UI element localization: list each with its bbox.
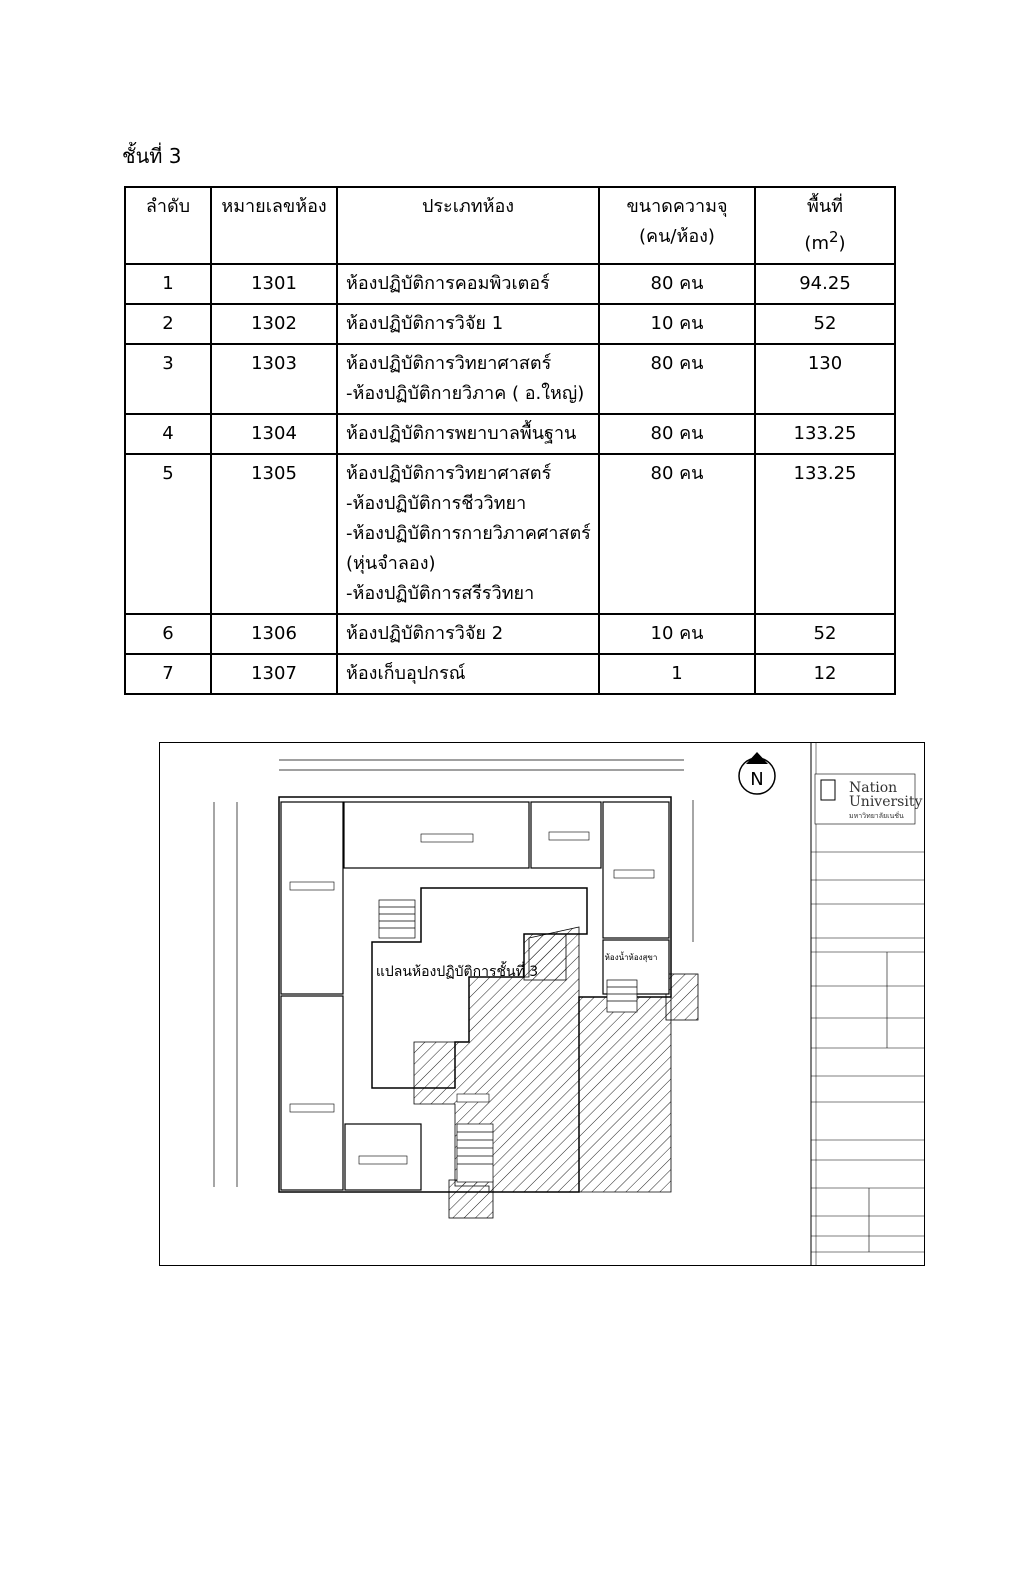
cell-no: 4 [125, 414, 211, 454]
toilet-label: ห้องน้ำห้องสุขา [604, 953, 658, 962]
table-row [125, 414, 895, 454]
cell-room-no: 1306 [211, 614, 337, 654]
table-row [125, 264, 895, 304]
cell-room-type [337, 304, 599, 344]
stair-east [607, 980, 637, 1012]
room-type-line: -ห้องปฏิบัติการสรีรวิทยา [346, 583, 535, 604]
room-1305 [281, 996, 343, 1190]
stair-south [457, 1124, 493, 1182]
north-label: N [750, 769, 764, 790]
cell-capacity: 10 คน [599, 614, 755, 654]
plan-title: แปลนห้องปฏิบัติการชั้นที่ 3 [375, 964, 539, 980]
cell-capacity: 1 [599, 654, 755, 694]
cell-no: 7 [125, 654, 211, 694]
room-type-line: -ห้องปฏิบัติการชีววิทยา [346, 493, 527, 514]
cell-area: 130 [755, 344, 895, 414]
cell-no: 6 [125, 614, 211, 654]
cell-room-type [337, 344, 599, 414]
header-capacity-line2: (คน/ห้อง) [639, 226, 715, 247]
floor-plan-svg [159, 742, 925, 1266]
cell-room-type [337, 654, 599, 694]
table-header-row [125, 187, 895, 264]
room-type-line: ห้องปฏิบัติการวิจัย 1 [346, 313, 504, 334]
cell-room-no: 1307 [211, 654, 337, 694]
room-type-line: ห้องปฏิบัติการคอมพิวเตอร์ [346, 273, 550, 294]
room-type-line: -ห้องปฏิบัติการกายวิภาคศาสตร์ [346, 523, 591, 544]
cell-room-no: 1302 [211, 304, 337, 344]
header-area [755, 187, 895, 264]
cell-room-type [337, 614, 599, 654]
room-type-line: -ห้องปฏิบัติกายวิภาค ( อ.ใหญ่) [346, 383, 585, 404]
floor-plan-drawing [159, 742, 925, 1266]
cell-capacity: 80 คน [599, 414, 755, 454]
header-capacity [599, 187, 755, 264]
cell-room-type [337, 454, 599, 614]
floor-heading: ชั้นที่ 3 [122, 144, 182, 168]
table-row [125, 654, 895, 694]
room-1304 [281, 802, 343, 994]
cell-capacity: 80 คน [599, 454, 755, 614]
room-type-line: ห้องปฏิบัติการวิทยาศาสตร์ [346, 353, 552, 374]
logo-line3: มหาวิทยาลัยเนชั่น [849, 812, 904, 820]
area-unit-close: ) [838, 233, 846, 254]
table-row [125, 304, 895, 344]
table-row [125, 454, 895, 614]
logo-line2: University [849, 794, 923, 810]
rooms-table [124, 186, 896, 695]
logo-line1: Nation [849, 780, 898, 796]
room-type-line: ห้องปฏิบัติการพยาบาลพื้นฐาน [346, 423, 577, 444]
header-area-unit [804, 228, 846, 254]
cell-room-type [337, 264, 599, 304]
room-type-line: ห้องเก็บอุปกรณ์ [346, 663, 466, 684]
logo-shield-icon [821, 780, 835, 800]
cell-area: 133.25 [755, 414, 895, 454]
room-type-line: ห้องปฏิบัติการวิจัย 2 [346, 623, 504, 644]
area-unit-sup: 2 [828, 228, 839, 246]
header-capacity-line1: ขนาดความจุ [626, 196, 728, 217]
cell-room-type [337, 414, 599, 454]
cell-area: 52 [755, 304, 895, 344]
cell-room-no: 1301 [211, 264, 337, 304]
area-unit-base: (m [804, 233, 829, 254]
header-no: ลำดับ [125, 187, 211, 264]
room-type-line: (หุ่นจำลอง) [346, 553, 436, 574]
cell-no: 1 [125, 264, 211, 304]
cell-area: 52 [755, 614, 895, 654]
cell-area: 94.25 [755, 264, 895, 304]
stair-north [379, 900, 415, 938]
table-row [125, 614, 895, 654]
cell-no: 2 [125, 304, 211, 344]
cell-area: 12 [755, 654, 895, 694]
cell-room-no: 1305 [211, 454, 337, 614]
cell-area: 133.25 [755, 454, 895, 614]
cell-capacity: 80 คน [599, 344, 755, 414]
cell-no: 5 [125, 454, 211, 614]
header-room-no: หมายเลขห้อง [211, 187, 337, 264]
cell-room-no: 1303 [211, 344, 337, 414]
cell-no: 3 [125, 344, 211, 414]
room-type-line: ห้องปฏิบัติการวิทยาศาสตร์ [346, 463, 552, 484]
cell-capacity: 10 คน [599, 304, 755, 344]
cell-capacity: 80 คน [599, 264, 755, 304]
header-area-line1: พื้นที่ [806, 196, 844, 217]
table-row [125, 344, 895, 414]
cell-room-no: 1304 [211, 414, 337, 454]
table-body [125, 264, 895, 694]
header-room-type: ประเภทห้อง [337, 187, 599, 264]
